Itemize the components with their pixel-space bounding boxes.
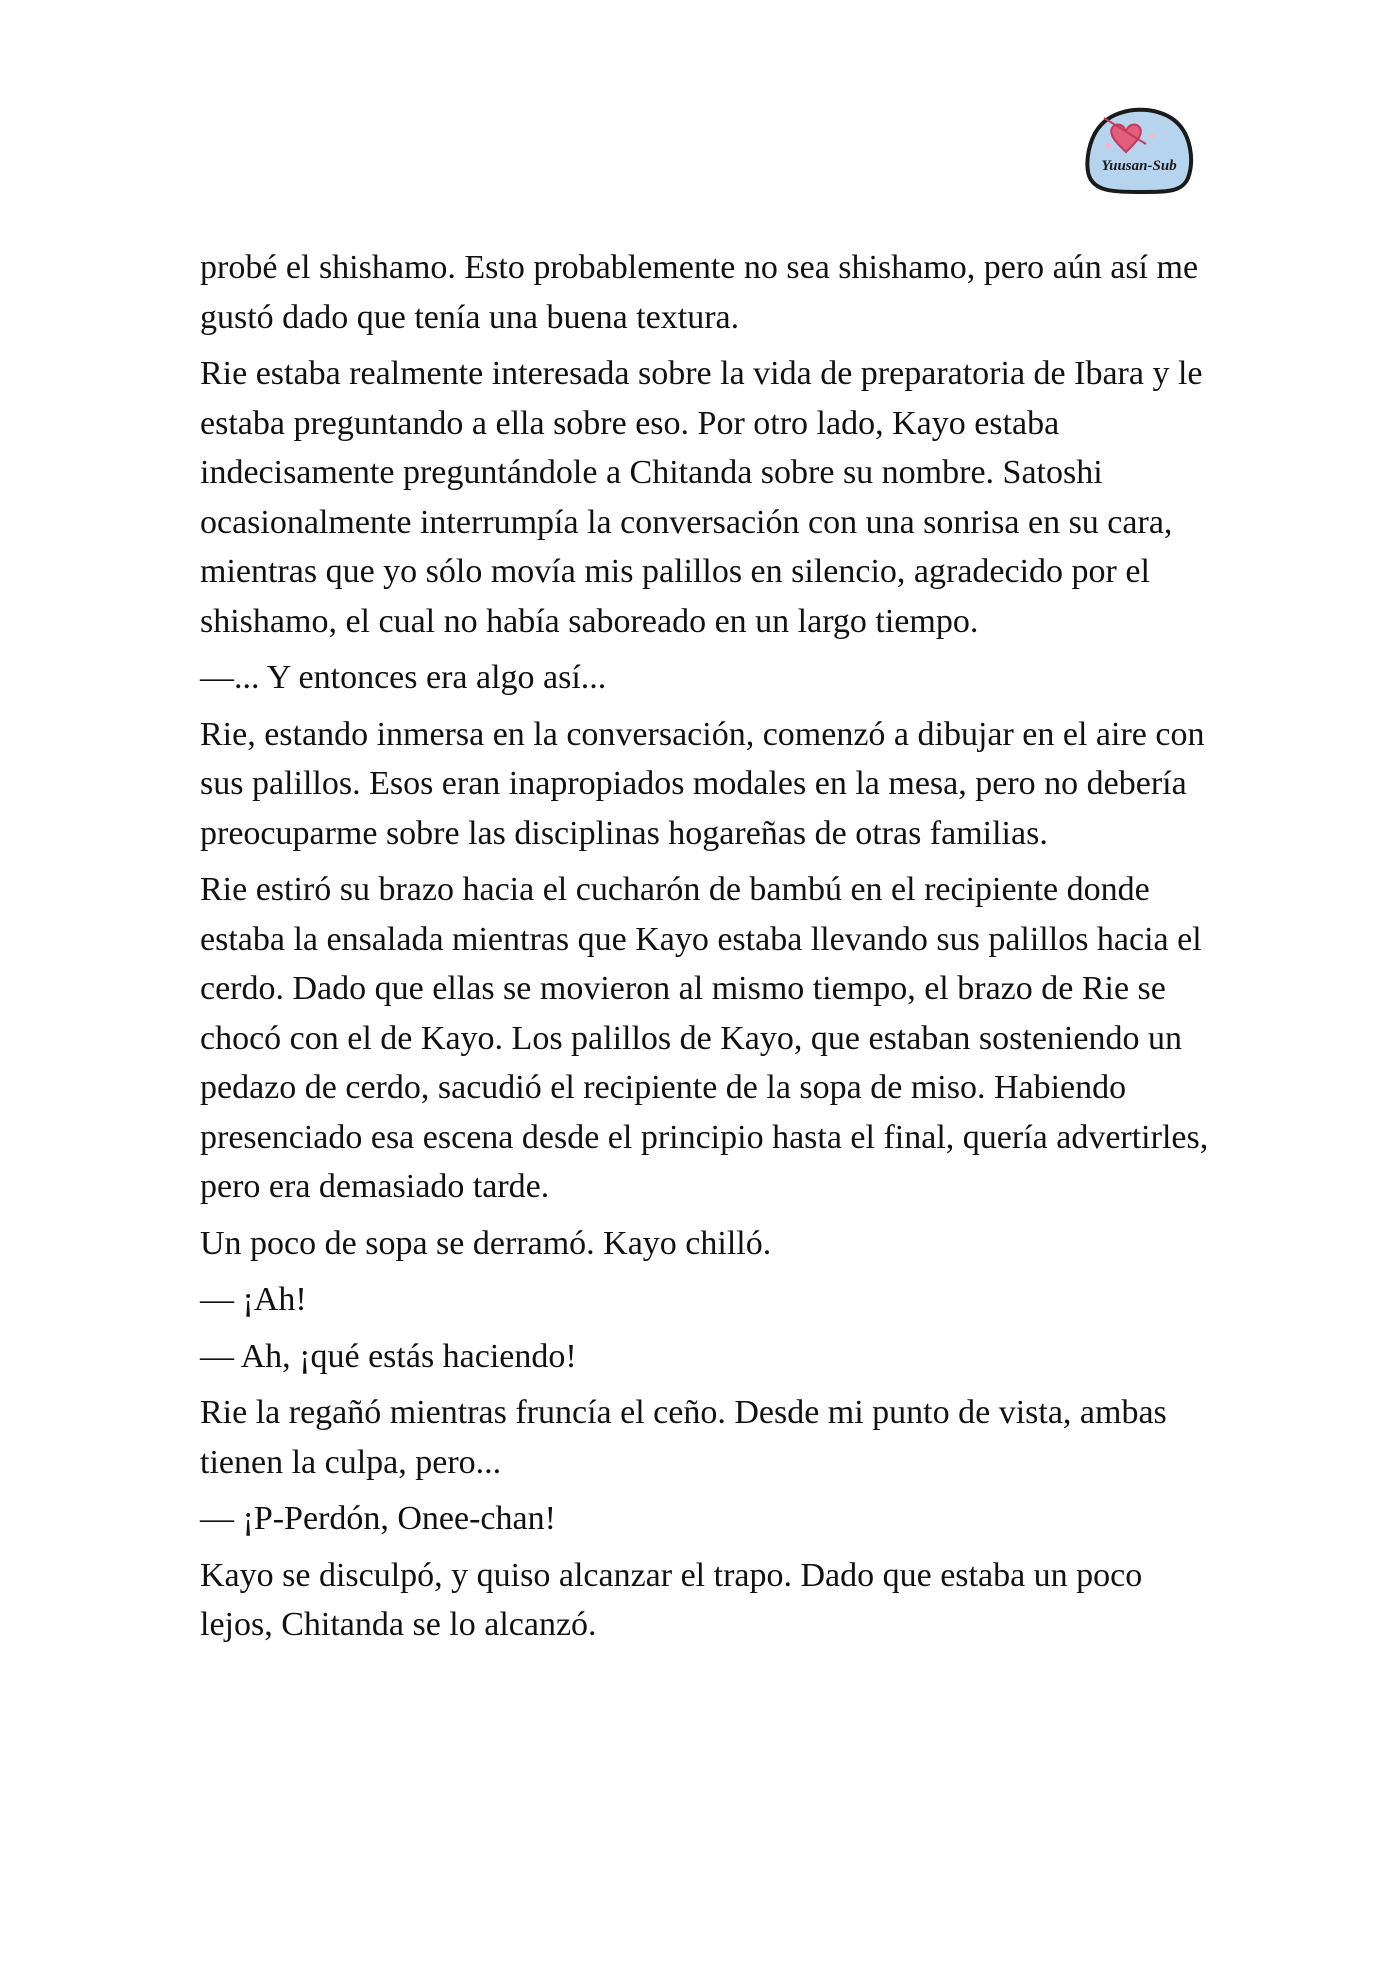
dialogue-line: — ¡P-Perdón, Onee-chan! xyxy=(200,1500,556,1537)
logo-label: Yuusan-Sub xyxy=(1101,158,1177,174)
paragraph: Rie la regañó mientras fruncía el ceño. Desde mi punto de vista, ambas tienen la culpa, pero... xyxy=(200,1394,1167,1481)
dialogue-line: — ¡Ah! xyxy=(200,1281,307,1318)
paragraph: Un poco de sopa se derramó. Kayo chilló. xyxy=(200,1224,772,1262)
paragraph: probé el shishamo. Esto probablemente no sea shishamo, pero aún así me gustó dado que tenía una buena textura. xyxy=(200,249,1199,336)
sparkle-icon xyxy=(1150,134,1155,139)
sparkle-icon xyxy=(1105,143,1111,149)
logo-graphic xyxy=(1082,106,1196,196)
paragraph: Kayo se disculpó, y quiso alcanzar el trapo. Dado que estaba un poco lejos, Chitanda se lo alcanzó. xyxy=(200,1556,1143,1643)
paragraph: Rie, estando inmersa en la conversación, comenzó a dibujar en el aire con sus palillos. Esos eran inapropiados modales en la mesa, pero no debería preocuparme sobre las disciplinas hogareñas de otras familias. xyxy=(200,715,1205,852)
dialogue-line: —... Y entonces era algo así... xyxy=(200,659,607,696)
yuusan-sub-logo xyxy=(1082,106,1196,196)
dialogue-line: — Ah, ¡qué estás haciendo! xyxy=(200,1337,577,1375)
body-text xyxy=(200,243,1210,1657)
paragraph: Rie estiró su brazo hacia el cucharón de bambú en el recipiente donde estaba la ensalada mientras que Kayo estaba llevando sus palillos hacia el cerdo. Dado que ellas se movieron al mismo tiempo, el brazo de Rie se chocó con el de Kayo. Los palillos de Kayo, que estaban sosteniendo un pedazo de cerdo, sacudió el recipiente de la sopa de miso. Habiendo presenciado esa escena desde el principio hasta el final, quería advertirles, pero era demasiado tarde. xyxy=(200,871,1209,1205)
paragraph: Rie estaba realmente interesada sobre la vida de preparatoria de Ibara y le estaba preguntando a ella sobre eso. Por otro lado, Kayo estaba indecisamente preguntándole a Chitanda sobre su nombre. Satoshi ocasionalmente interrumpía la conversación con una sonrisa en su cara, mientras que yo sólo movía mis palillos en silencio, agradecido por el shishamo, el cual no había saboreado en un largo tiempo. xyxy=(200,355,1203,640)
